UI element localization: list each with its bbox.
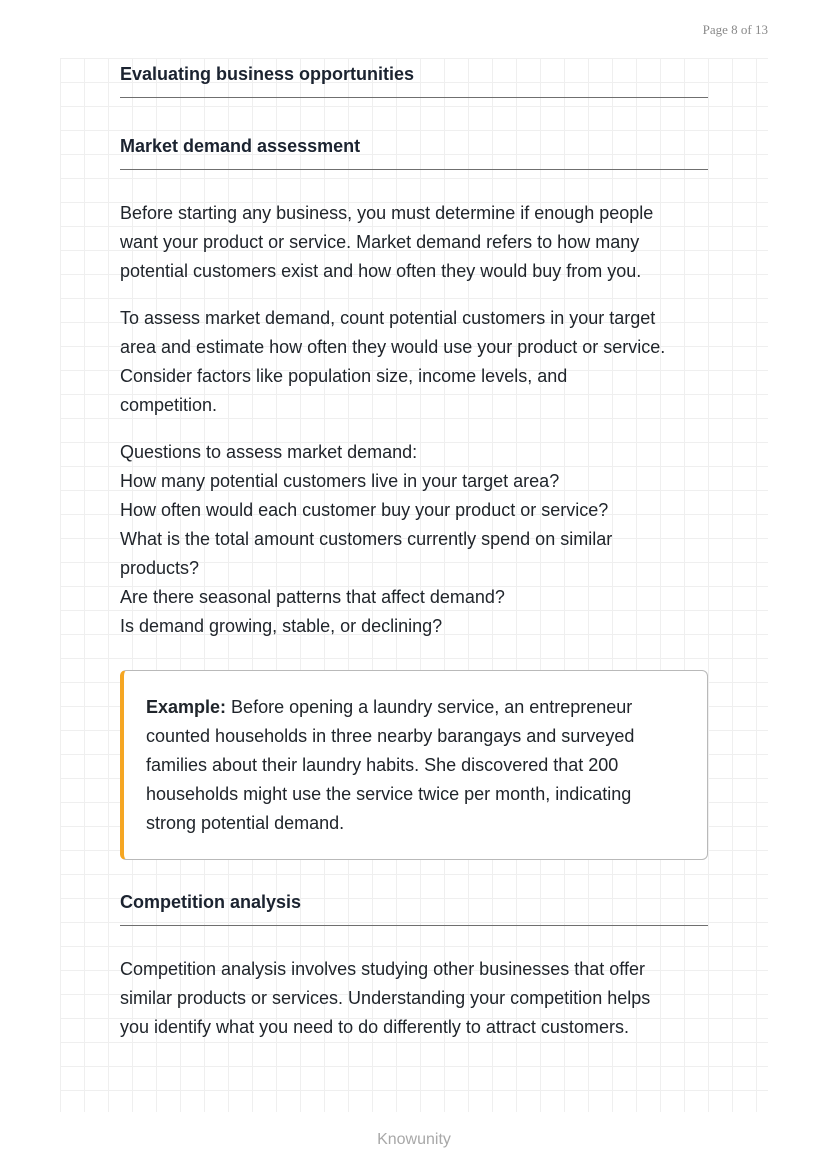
questions-intro: Questions to assess market demand:	[120, 442, 418, 462]
text-line: competition.	[120, 395, 218, 415]
question-item: Is demand growing, stable, or declining?	[120, 616, 443, 636]
example-label: Example:	[146, 697, 227, 717]
footer-brand: Knowunity	[377, 1131, 451, 1148]
text-line: strong potential demand.	[146, 813, 345, 833]
competition-paragraph-1	[120, 955, 708, 1042]
text-line: households might use the service twice per month, indicating	[146, 784, 632, 804]
question-item: What is the total amount customers currently spend on similar	[120, 529, 613, 549]
example-text: Before opening a laundry service, an entrepreneur	[226, 697, 633, 717]
text-line: similar products or services. Understanding your competition helps	[120, 988, 651, 1008]
section-title-market-demand: Market demand assessment	[120, 136, 361, 156]
document-content	[120, 58, 708, 1042]
text-line: Competition analysis involves studying other businesses that offer	[120, 959, 645, 979]
question-item: How often would each customer buy your product or service?	[120, 500, 609, 520]
question-item: products?	[120, 558, 200, 578]
text-line: Before starting any business, you must determine if enough people	[120, 203, 654, 223]
question-item: Are there seasonal patterns that affect demand?	[120, 587, 505, 607]
text-line: area and estimate how often they would use your product or service.	[120, 337, 666, 357]
section-title-evaluating: Evaluating business opportunities	[120, 64, 415, 84]
text-line	[146, 693, 683, 722]
page-number: Page 8 of 13	[702, 22, 768, 37]
section-divider	[120, 925, 708, 926]
section-divider	[120, 169, 708, 170]
text-line: counted households in three nearby barangays and surveyed	[146, 726, 635, 746]
text-line: families about their laundry habits. She discovered that 200	[146, 755, 619, 775]
question-item: How many potential customers live in your target area?	[120, 471, 560, 491]
text-line: you identify what you need to do differently to attract customers.	[120, 1017, 629, 1037]
section-title-competition: Competition analysis	[120, 892, 302, 912]
market-paragraph-2	[120, 304, 708, 420]
market-paragraph-1	[120, 199, 708, 286]
text-line: potential customers exist and how often they would buy from you.	[120, 261, 642, 281]
example-callout	[120, 670, 708, 860]
text-line: To assess market demand, count potential customers in your target	[120, 308, 656, 328]
text-line: want your product or service. Market demand refers to how many	[120, 232, 640, 252]
section-divider	[120, 97, 708, 98]
market-questions	[120, 438, 708, 641]
text-line: Consider factors like population size, income levels, and	[120, 366, 568, 386]
